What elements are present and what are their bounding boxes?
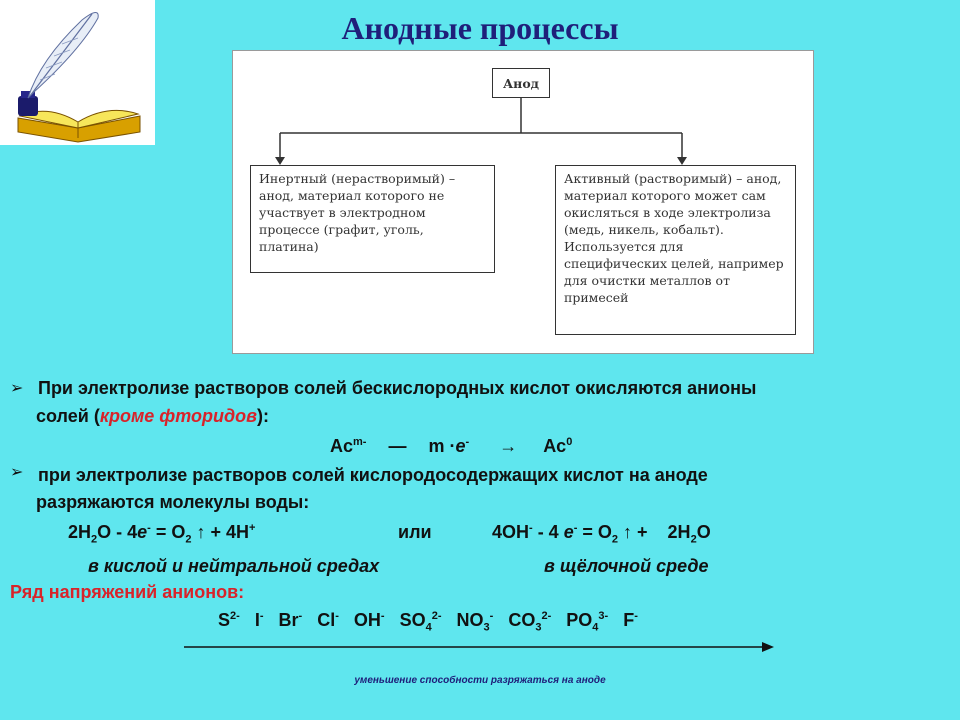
eq2-water2-sub: 2 — [690, 533, 697, 546]
bullet1-line2-pre: солей ( — [36, 406, 100, 426]
equation-hydroxide-oxidation — [492, 522, 711, 546]
eq1-arrow: → — [499, 436, 518, 456]
page-title: Анодные процессы — [341, 10, 619, 46]
eq2-hydrogen: ↑ + 4H — [191, 522, 250, 542]
anion-po4-sub: 4 — [592, 621, 599, 634]
eq2-oxygen-sub: 2 — [185, 533, 192, 546]
anion-s-charge: 2- — [230, 610, 240, 622]
eq2-electron: e — [137, 522, 148, 542]
eq2-water2-o: O — [696, 522, 711, 542]
anion-i: I — [254, 610, 260, 630]
acid-neutral-media-label: в кислой и нейтральной средах — [88, 556, 380, 576]
equation-water-oxidation — [68, 522, 255, 546]
anion-so4-sub: 4 — [425, 621, 432, 634]
eq1-electron: e — [455, 436, 466, 456]
alkaline-media-label: в щёлочной среде — [544, 556, 709, 576]
eq2-electron2: e — [563, 522, 574, 542]
eq2-water: 2H — [68, 522, 92, 542]
eq1-ac-product: Ac — [543, 436, 567, 456]
anode-node: Анод — [492, 68, 550, 98]
anion-no3-charge: - — [489, 610, 494, 622]
bullet-arrow-icon: ➢ — [10, 378, 24, 397]
anion-f-charge: - — [634, 610, 638, 622]
anion-cl-charge: - — [335, 610, 339, 622]
anion-no3-sub: 3 — [483, 621, 490, 634]
eq1-dash: — — [388, 436, 407, 456]
eq2-hydroxide-charge: - — [529, 522, 533, 534]
discharge-ability-note: уменьшение способности разряжаться на аноде — [354, 675, 606, 686]
bullet1-line1: При электролизе растворов солей бескислородных кислот окисляются анионы — [38, 378, 757, 398]
active-anode-node: Активный (растворимый) – анод, материал которого может сам окисляться в ходе электролиза (медь, никель, кобальт). Используется для специфических целей, например для очистки металлов от примесей — [555, 165, 796, 335]
anion-f: F — [623, 610, 635, 630]
anion-cl: Cl — [317, 610, 336, 630]
eq1-zero-charge: 0 — [566, 436, 573, 448]
eq2-oxygen2: = O — [577, 522, 612, 542]
anion-br-charge: - — [298, 610, 303, 622]
anion-oh-charge: - — [380, 610, 385, 622]
equation-or: или — [398, 522, 432, 542]
eq1-dot: · — [449, 436, 456, 456]
bullet2-line2: разряжаются молекулы воды: — [36, 492, 310, 512]
anion-so4: SO — [399, 610, 426, 630]
exception-highlight: кроме фторидов — [99, 406, 257, 426]
bullet2-line1: при электролизе растворов солей кислородосодержащих кислот на аноде — [38, 465, 708, 485]
anion-po4-charge: 3- — [598, 610, 609, 622]
eq2-electron2-sign: - — [573, 522, 578, 534]
decrease-arrow — [184, 640, 774, 654]
eq2-hydrogen-charge: + — [249, 522, 256, 534]
eq1-m: m — [428, 436, 445, 456]
anion-no3: NO — [456, 610, 484, 630]
eq2-minus2: - 4 — [532, 522, 564, 542]
equation-anion-oxidation — [330, 436, 572, 457]
anion-so4-charge: 2- — [431, 610, 442, 622]
bullet-arrow-icon: ➢ — [10, 462, 24, 481]
eq2-water2: 2H — [667, 522, 691, 542]
eq2-gas-arrow: ↑ + — [618, 522, 648, 542]
anion-i-charge: - — [259, 610, 264, 622]
anion-br: Br — [278, 610, 299, 630]
anion-co3-charge: 2- — [541, 610, 552, 622]
anion-series — [218, 610, 638, 634]
anion-co3: CO — [508, 610, 536, 630]
eq2-water-sub: 2 — [91, 533, 98, 546]
eq1-ac: Ac — [330, 436, 354, 456]
anion-series-title: Ряд напряжений анионов: — [10, 582, 245, 602]
eq2-electron-sign: - — [147, 522, 151, 534]
anion-co3-sub: 3 — [535, 621, 542, 634]
eq2-minus: O - 4 — [97, 522, 138, 542]
eq1-charge: m- — [353, 436, 367, 448]
bullet1-line2-post: ): — [256, 406, 269, 426]
anion-oh: OH — [353, 610, 381, 630]
eq2-hydroxide: 4OH — [492, 522, 530, 542]
anode-diagram — [232, 50, 814, 354]
anion-po4: PO — [566, 610, 593, 630]
anion-s: S — [218, 610, 231, 630]
bullet1-line2 — [36, 406, 269, 427]
eq1-electron-sign: - — [465, 436, 470, 448]
eq2-oxygen: = O — [150, 522, 186, 542]
inert-anode-node: Инертный (нерастворимый) – анод, материал которого не участвует в электродном процессе (графит, уголь, платина) — [250, 165, 495, 273]
eq2-oxygen2-sub: 2 — [611, 533, 619, 546]
